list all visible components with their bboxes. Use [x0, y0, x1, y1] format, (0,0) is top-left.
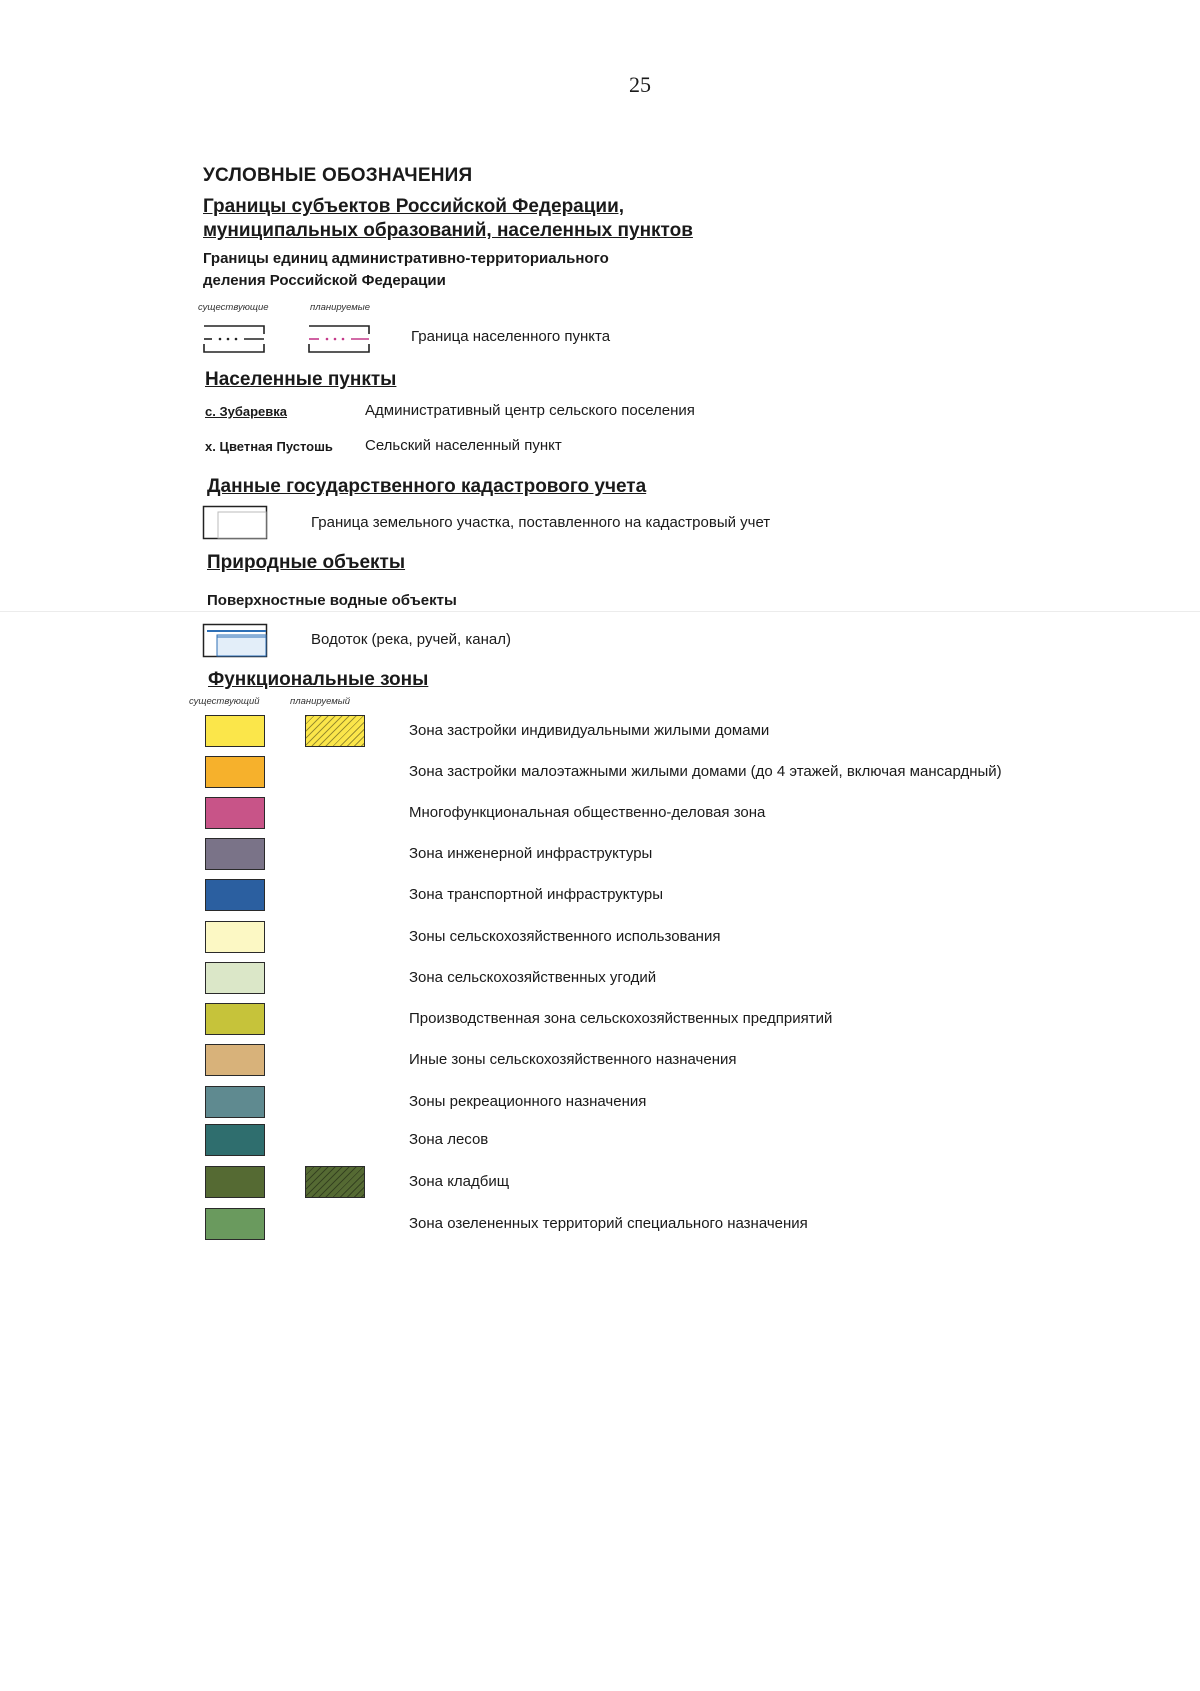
page-number: 25: [629, 72, 651, 97]
zone-label: Иные зоны сельскохозяйственного назначения: [409, 1051, 737, 1068]
zone-swatch-existing: [205, 1044, 265, 1076]
zone-label: Зона сельскохозяйственных угодий: [409, 969, 657, 986]
zone-label: Зона транспортной инфраструктуры: [409, 886, 664, 903]
zone-swatch-existing: [205, 838, 265, 870]
section-heading-boundaries-2: муниципальных образований, населенных пунктов: [203, 220, 693, 241]
zone-label: Зоны сельскохозяйственного использования: [409, 928, 721, 945]
zone-swatch-existing: [205, 879, 265, 911]
boundary-existing-symbol: [200, 322, 270, 356]
water-stream-symbol: [202, 623, 270, 659]
zone-swatch-existing: [205, 715, 265, 747]
zone-label: Многофункциональная общественно-деловая зона: [409, 804, 766, 821]
section-heading-settlements: Населенные пункты: [205, 369, 397, 390]
zone-swatch-existing: [205, 1086, 265, 1118]
settlement-description-1: Административный центр сельского поселения: [365, 402, 695, 419]
zone-swatch-existing: [205, 962, 265, 994]
section-heading-zones: Функциональные зоны: [208, 669, 429, 690]
cadastre-parcel-symbol: [202, 505, 270, 541]
zone-swatch-existing: [205, 797, 265, 829]
settlement-name-1: с. Зубаревка: [205, 404, 287, 419]
zone-swatch-existing: [205, 756, 265, 788]
section-heading-natural: Природные объекты: [207, 552, 406, 573]
subheading-water-objects: Поверхностные водные объекты: [207, 592, 457, 609]
scan-fold-line: [0, 611, 1200, 612]
zone-label: Зона лесов: [409, 1131, 489, 1148]
zone-swatch-existing: [205, 1208, 265, 1240]
zone-swatch-existing: [205, 1124, 265, 1156]
settlement-description-2: Сельский населенный пункт: [365, 437, 562, 454]
zone-swatch-existing: [205, 921, 265, 953]
settlement-name-2: х. Цветная Пустошь: [205, 439, 333, 454]
section-heading-cadastre: Данные государственного кадастрового учета: [207, 476, 647, 497]
boundary-existing-caption: существующие: [198, 302, 269, 313]
zone-label: Зона застройки малоэтажными жилыми домами (до 4 этажей, включая мансардный): [409, 763, 1002, 780]
water-stream-label: Водоток (река, ручей, канал): [311, 631, 511, 648]
zone-swatch-planned: [305, 715, 365, 747]
legend-title: УСЛОВНЫЕ ОБОЗНАЧЕНИЯ: [203, 165, 473, 186]
cadastre-label: Граница земельного участка, поставленного на кадастровый учет: [311, 514, 771, 531]
zone-swatch-existing: [205, 1166, 265, 1198]
zone-label: Зона инженерной инфраструктуры: [409, 845, 653, 862]
section-heading-boundaries-1: Границы субъектов Российской Федерации,: [203, 196, 625, 217]
zones-planned-caption: планируемый: [290, 696, 351, 707]
boundary-planned-symbol: [305, 322, 375, 356]
subheading-admin-line1: Границы единиц административно-территориального: [203, 250, 609, 267]
zone-label: Зона застройки индивидуальными жилыми домами: [409, 722, 770, 739]
zones-existing-caption: существующий: [189, 696, 260, 707]
zone-label: Зона кладбищ: [409, 1173, 510, 1190]
boundary-label: Граница населенного пункта: [411, 328, 611, 345]
zone-swatch-existing: [205, 1003, 265, 1035]
zone-label: Зоны рекреационного назначения: [409, 1093, 647, 1110]
zone-swatch-planned: [305, 1166, 365, 1198]
boundary-planned-caption: планируемые: [310, 302, 371, 313]
zone-label: Зона озелененных территорий специального назначения: [409, 1215, 808, 1232]
subheading-admin-line2: деления Российской Федерации: [203, 272, 446, 289]
zone-label: Производственная зона сельскохозяйственных предприятий: [409, 1010, 833, 1027]
